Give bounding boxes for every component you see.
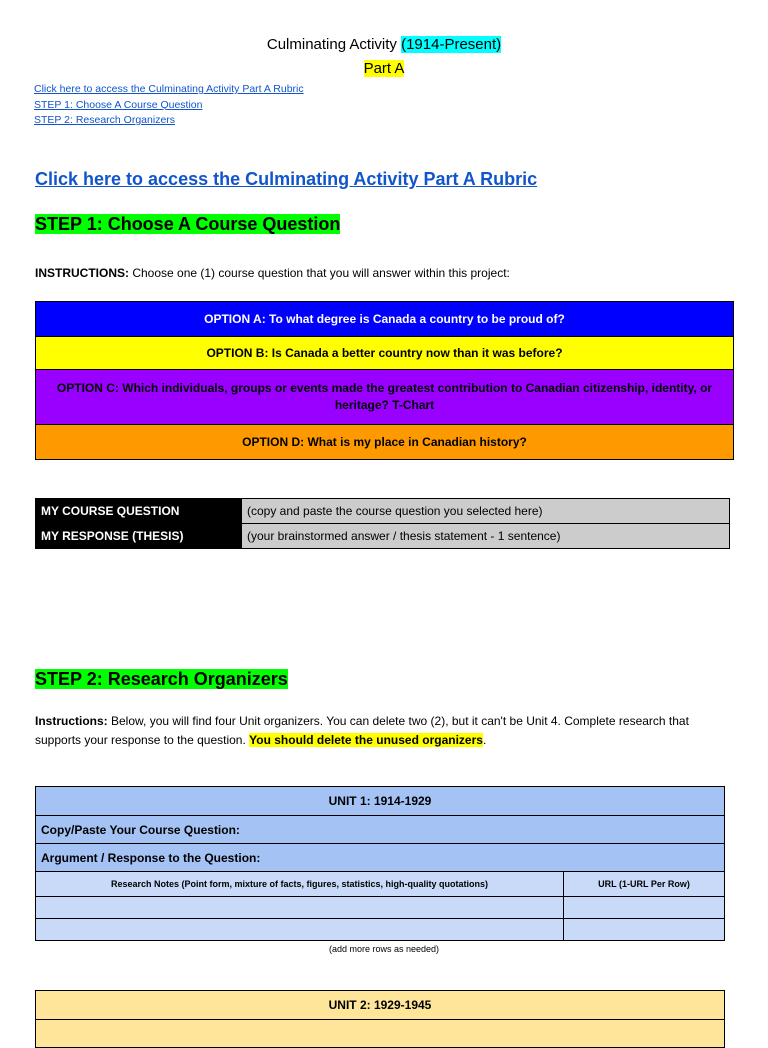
- course-question-value[interactable]: (copy and paste the course question you selected here): [242, 499, 730, 524]
- unit1-argument-row[interactable]: Argument / Response to the Question:: [36, 844, 725, 872]
- step2-heading-text: STEP 2: Research Organizers: [35, 669, 288, 689]
- add-rows-note: (add more rows as needed): [328, 944, 440, 954]
- title-date-range: (1914-Present): [401, 36, 502, 53]
- unit2-organizer: [35, 990, 725, 1048]
- unit1-title: UNIT 1: 1914-1929: [36, 787, 725, 816]
- thesis-label: MY RESPONSE (THESIS): [36, 524, 242, 549]
- course-question-table: [35, 498, 730, 549]
- unit1-question-row[interactable]: Copy/Paste Your Course Question:: [36, 816, 725, 844]
- toc-link-step1[interactable]: STEP 1: Choose A Course Question: [34, 98, 203, 111]
- step1-instructions-label: INSTRUCTIONS:: [35, 266, 129, 280]
- unit1-organizer: [35, 786, 725, 941]
- unit2-title: UNIT 2: 1929-1945: [36, 991, 725, 1020]
- unit1-url-cell[interactable]: [564, 919, 725, 941]
- unit1-url-cell[interactable]: [564, 897, 725, 919]
- document-subtitle: [0, 60, 768, 77]
- step2-instructions: [35, 712, 735, 750]
- table-of-contents: [34, 82, 304, 129]
- step2-instructions-text: Below, you will find four Unit organizers. You can delete two (2), but it can't be Unit 4. Complete research that supports your response to the question.: [35, 714, 689, 747]
- toc-link-rubric[interactable]: Click here to access the Culminating Activity Part A Rubric: [34, 83, 304, 95]
- option-a: OPTION A: To what degree is Canada a country to be proud of?: [36, 302, 734, 337]
- thesis-value[interactable]: (your brainstormed answer / thesis statement - 1 sentence): [242, 524, 730, 549]
- step2-heading: [35, 669, 288, 690]
- unit1-url-header: URL (1-URL Per Row): [564, 872, 725, 897]
- title-main: Culminating Activity: [266, 36, 402, 53]
- unit1-notes-header: Research Notes (Point form, mixture of facts, figures, statistics, high-quality quotations): [36, 872, 564, 897]
- course-question-label: MY COURSE QUESTION: [36, 499, 242, 524]
- step2-instructions-end: .: [482, 733, 487, 747]
- step2-instructions-label: Instructions:: [35, 714, 108, 728]
- course-question-row: [36, 499, 730, 524]
- step1-instructions-text: Choose one (1) course question that you will answer within this project:: [129, 266, 510, 280]
- unit1-notes-cell[interactable]: [36, 919, 564, 941]
- option-c: OPTION C: Which individuals, groups or events made the greatest contribution to Canadian citizenship, identity, or heritage? T-Chart: [36, 370, 734, 425]
- option-b: OPTION B: Is Canada a better country now than it was before?: [36, 337, 734, 370]
- toc-link-step2[interactable]: STEP 2: Research Organizers: [34, 114, 176, 126]
- unit1-notes-cell[interactable]: [36, 897, 564, 919]
- subtitle-part-a: Part A: [363, 60, 405, 77]
- course-options-table: [35, 301, 734, 460]
- rubric-link[interactable]: Click here to access the Culminating Activity Part A Rubric: [35, 169, 538, 189]
- document-title: [0, 36, 768, 53]
- thesis-row: [36, 524, 730, 549]
- option-d: OPTION D: What is my place in Canadian history?: [36, 425, 734, 460]
- step2-instructions-highlight: You should delete the unused organizers: [249, 733, 483, 747]
- step1-heading: [35, 214, 340, 235]
- step1-instructions: [35, 266, 510, 280]
- step1-heading-text: STEP 1: Choose A Course Question: [35, 214, 341, 234]
